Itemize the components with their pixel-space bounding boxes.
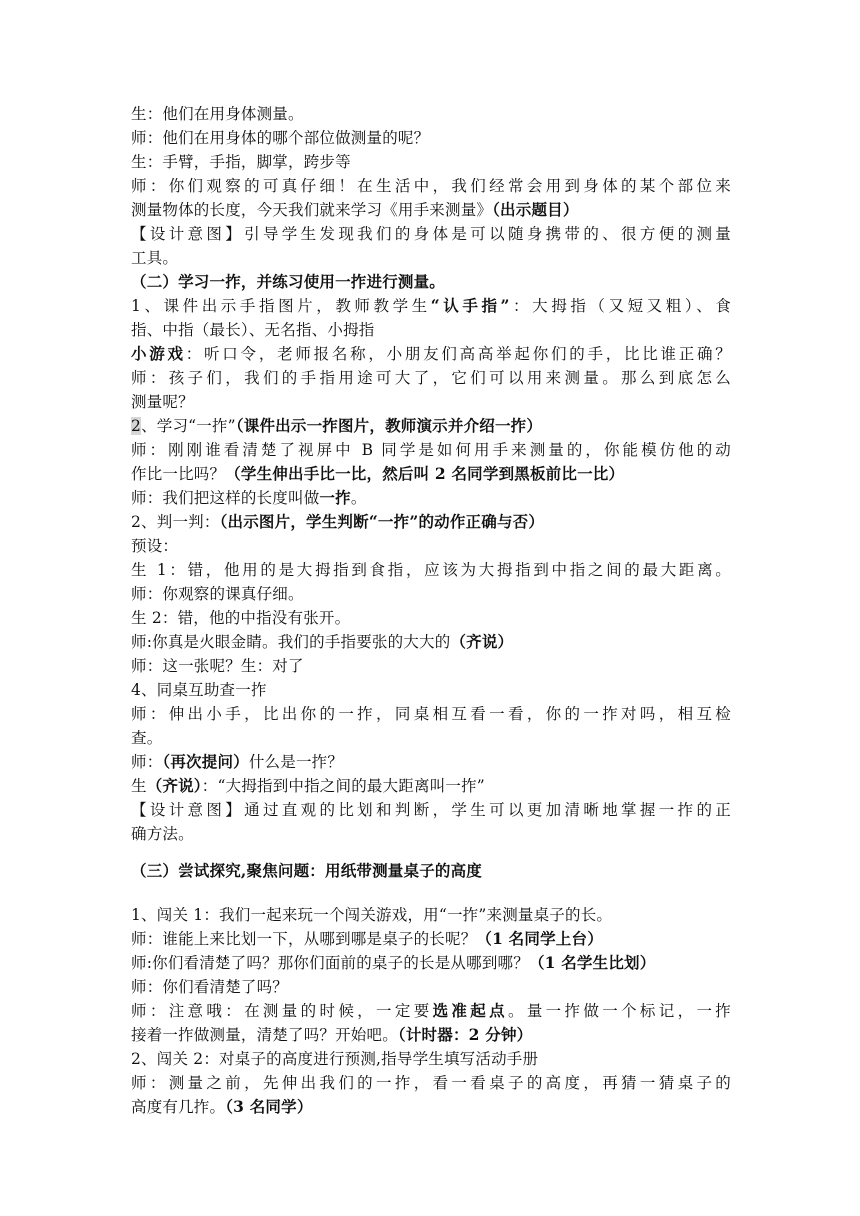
text-line: 查。 <box>131 729 163 747</box>
text-line: 小游戏：听口令，老师报名称，小朋友们高高举起你们的手，比比谁正确？ <box>131 344 731 363</box>
text-line: 2、闯关 2：对桌子的高度进行预测,指导学生填写活动手册 <box>131 1050 539 1068</box>
text-line: 生 1：错，他用的是大拇指到食指，应该为大拇指到中指之间的最大距离。 <box>131 561 731 579</box>
text-line: 师：伸出小手，比出你的一拃，同桌相互看一看，你的一拃对吗，相互检 <box>131 705 731 723</box>
text-line: 测量呢？ <box>131 393 194 411</box>
text-line: 师：测量之前，先伸出我们的一拃，看一看桌子的高度，再猜一猜桌子的 <box>131 1074 731 1092</box>
text-line: 1、闯关 1：我们一起来玩一个闯关游戏，用“一拃”来测量桌子的长。 <box>131 906 613 924</box>
text-line: 接着一拃做测量，清楚了吗？开始吧。（计时器：2 分钟） <box>131 1025 533 1044</box>
text-line: 生：手臂，手指，脚掌，跨步等 <box>131 153 351 171</box>
text-line: 2、判一判：（出示图片，学生判断“一拃”的动作正确与否） <box>131 512 545 531</box>
text-line: 测量物体的长度，今天我们就来学习《用手来测量》（出示题目） <box>131 200 579 219</box>
text-line: 确方法。 <box>131 825 194 843</box>
section-heading: （二）学习一拃，并练习使用一拃进行测量。 <box>131 272 446 291</box>
text-line: 高度有几拃。（3 名同学） <box>131 1097 313 1116</box>
text-line: 师：谁能上来比划一下，从哪到哪是桌子的长呢？（1 名同学上台） <box>131 929 603 948</box>
text-line: 师：我们把这样的长度叫做一拃。 <box>131 488 367 507</box>
text-line: 师:你们看清楚了吗？那你们面前的桌子的长是从哪到哪？（1 名学生比划） <box>131 953 656 972</box>
text-line: 指、中指（最长）、无名指、小拇指 <box>131 321 375 339</box>
text-line: 生（齐说）：“大拇指到中指之间的最大距离叫一拃” <box>131 776 485 795</box>
design-intent-line: 【设计意图】通过直观的比划和判断，学生可以更加清晰地掌握一拃的正 <box>131 801 731 819</box>
text-line: 工具。 <box>131 249 179 267</box>
text-line: 生：他们在用身体测量。 <box>131 105 304 123</box>
text-line: 预设： <box>131 537 179 555</box>
text-line: 师：刚刚谁看清楚了视屏中 B 同学是如何用手来测量的，你能模仿他的动 <box>131 441 731 459</box>
text-line: 2、学习“一拃”（课件出示一拃图片，教师演示并介绍一拃） <box>131 416 543 435</box>
text-line: 师：这一张呢？生：对了 <box>131 657 304 675</box>
text-line: 师：他们在用身体的哪个部位做测量的呢？ <box>131 129 430 147</box>
design-intent-line: 【设计意图】引导学生发现我们的身体是可以随身携带的、很方便的测量 <box>131 225 731 243</box>
text-line: 师：你们看清楚了吗？ <box>131 978 289 996</box>
text-line: 作比一比吗？（学生伸出手比一比，然后叫 2 名同学到黑板前比一比） <box>131 464 625 483</box>
highlighted-number: 2 <box>131 417 142 435</box>
text-line: 生 2：错，他的中指没有张开。 <box>131 609 351 627</box>
text-line: 师：你们观察的可真仔细！在生活中，我们经常会用到身体的某个部位来 <box>131 177 731 195</box>
text-line: 4、同桌互助查一拃 <box>131 681 267 699</box>
section-heading: （三）尝试探究,聚焦问题：用纸带测量桌子的高度 <box>131 861 482 880</box>
text-line: 1、课件出示手指图片，教师教学生“认手指”：大拇指（又短又粗）、食 <box>131 296 731 315</box>
text-line: 师：你观察的课真仔细。 <box>131 585 304 603</box>
text-line: 师：孩子们，我们的手指用途可大了，它们可以用来测量。那么到底怎么 <box>131 369 731 387</box>
text-line: 师：注意哦：在测量的时候，一定要选准起点。量一拃做一个标记，一拃 <box>131 1001 732 1020</box>
text-line: 师：（再次提问）什么是一拃？ <box>131 752 344 771</box>
text-line: 师:你真是火眼金睛。我们的手指要张的大大的（齐说） <box>131 632 514 651</box>
